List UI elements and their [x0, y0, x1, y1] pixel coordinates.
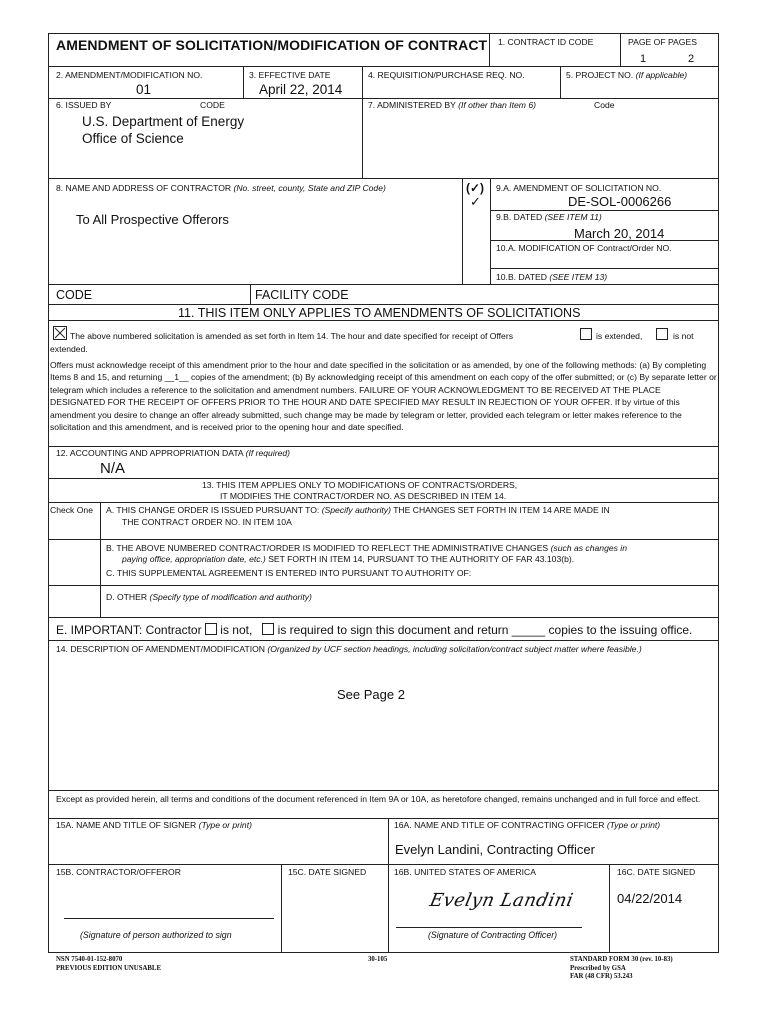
is-not-label: is not — [673, 331, 694, 341]
contracting-officer-name: Evelyn Landini, Contracting Officer — [395, 842, 595, 857]
item11-paragraph: Offers must acknowledge receipt of this amendment prior to the hour and date specified in the solicitation or as amended, by one of the following methods: (a) By completing Items 8 and 15, and returning __1__ copies of the amendment; (b) By acknowledging receipt of this amendment on each copy of the offer submitted; or (c) By separate letter or telegram which includes a reference to the solicitation and amendment numbers. FAILURE OF YOUR ACKNOWLEDGMENT TO BE RECEIVED AT THE PLACE DESIGNATED FOR THE RECEIPT OF OFFERS PRIOR TO THE HOUR AND DATE SPECIFIED MAY RESULT IN REJECTION OF YOUR OFFER. If by virtue of this amendment you desire to change an offer already submitted, such change may be made by telegram or letter, provided each telegram or letter makes reference to the solicitation and this amendment, and is received prior to the opening hour and date specified. — [50, 360, 717, 433]
is-not-extended-checkbox[interactable] — [656, 328, 668, 340]
check-column-header: (✓) — [466, 181, 485, 195]
form-title: AMENDMENT OF SOLICITATION/MODIFICATION OF CONTRACT — [56, 37, 488, 53]
dated-10b-label — [496, 273, 607, 282]
dated-9b-label — [496, 213, 602, 222]
amended-checkbox[interactable] — [53, 326, 67, 340]
label-15b: 15B. CONTRACTOR/OFFEROR — [56, 867, 181, 877]
label-15a — [56, 821, 252, 830]
important-text3: is required to sign this document and return — [277, 623, 509, 637]
label-16b: 16B. UNITED STATES OF AMERICA — [394, 867, 536, 877]
item14-label — [56, 645, 642, 654]
footer-left — [56, 956, 161, 973]
item12-text: 12. ACCOUNTING AND APPROPRIATION DATA — [56, 448, 244, 458]
mod-10a-label: 10.A. MODIFICATION OF Contract/Order NO. — [496, 243, 672, 253]
contractor-note: (No. street, county, State and ZIP Code) — [233, 183, 386, 193]
project-no-note: (If applicable) — [635, 70, 688, 80]
copies-blank: _____ — [511, 623, 546, 637]
page-number: 1 — [640, 53, 647, 65]
x-mark-icon — [54, 327, 66, 339]
page-of-pages-label: PAGE OF PAGES — [628, 37, 697, 47]
label-16a-text: 16A. NAME AND TITLE OF CONTRACTING OFFICER — [394, 820, 605, 830]
is-required-checkbox[interactable] — [262, 623, 274, 635]
item14-value: See Page 2 — [337, 687, 405, 702]
footer-right — [570, 956, 673, 982]
item13-d-text: D. OTHER — [106, 592, 148, 602]
issued-by-code-label: CODE — [200, 100, 225, 110]
amendment-9a-label: 9.A. AMENDMENT OF SOLICITATION NO. — [496, 183, 662, 193]
item13-b-note2: paying office, appropriation date, etc.) — [122, 554, 266, 564]
effective-date-label: 3. EFFECTIVE DATE — [249, 70, 331, 80]
item13-a-text2: THE CHANGES SET FORTH IN ITEM 14 ARE MADE IN — [393, 505, 610, 515]
item13-b-note1: (such as changes in — [550, 543, 627, 553]
item13-b-line2 — [122, 555, 574, 564]
label-15c: 15C. DATE SIGNED — [288, 867, 367, 877]
check-one-label: Check One — [50, 505, 93, 515]
project-no-label — [566, 71, 687, 80]
item13-title1: 13. THIS ITEM APPLIES ONLY TO MODIFICATIONS OF CONTRACTS/ORDERS, — [202, 480, 518, 490]
amendment-9a-value: DE-SOL-0006266 — [568, 194, 672, 209]
contracting-officer-signature: Evelyn Landini — [427, 890, 576, 911]
date-16c-value: 04/22/2014 — [617, 891, 683, 906]
administered-note: (If other than Item 6) — [458, 100, 536, 110]
footer-nsn: NSN 7540-01-152-8070 — [56, 956, 123, 963]
signature-caption-16: (Signature of Contracting Officer) — [428, 930, 558, 940]
item13-d — [106, 593, 312, 602]
footer-far: FAR (48 CFR) 53.243 — [570, 973, 633, 980]
item13-a-line1 — [106, 506, 610, 515]
important-row — [56, 623, 692, 637]
effective-date-value: April 22, 2014 — [259, 82, 343, 97]
important-text2: is not, — [220, 623, 253, 637]
signature-caption-15: (Signature of person authorized to sign — [80, 930, 232, 940]
code-label: CODE — [56, 288, 93, 302]
page-total: 2 — [688, 53, 695, 65]
is-extended-checkbox[interactable] — [580, 328, 592, 340]
dated-10b-note: (SEE ITEM 13) — [549, 272, 608, 282]
facility-code-label: FACILITY CODE — [255, 288, 349, 302]
item11-line1: The above numbered solicitation is amended as set forth in Item 14. The hour and date specified for receipt of Offers — [70, 331, 513, 341]
dated-9b-note: (SEE ITEM 11) — [544, 212, 602, 222]
label-15a-text: 15A. NAME AND TITLE OF SIGNER — [56, 820, 197, 830]
except-text: Except as provided herein, all terms and conditions of the document referenced in Item 9A or 10A, as heretofore changed, remains unchanged and in full force and effect. — [56, 794, 701, 804]
amendment-no-label: 2. AMENDMENT/MODIFICATION NO. — [56, 70, 203, 80]
footer-sf: STANDARD FORM 30 (rev. 10-83) — [570, 956, 673, 963]
issuer-line1: U.S. Department of Energy — [82, 114, 245, 129]
footer-prescribed: Prescribed by GSA — [570, 964, 626, 972]
item13-b-text2: SET FORTH IN ITEM 14, PURSUANT TO THE AUTHORITY OF FAR 43.103(b). — [268, 554, 575, 564]
footer-code: 30-105 — [368, 956, 388, 963]
requisition-label: 4. REQUISITION/PURCHASE REQ. NO. — [368, 70, 525, 80]
contractor-label — [56, 184, 386, 193]
extended-label: extended. — [50, 344, 88, 354]
is-not-required-checkbox[interactable] — [205, 623, 217, 635]
administered-label — [368, 101, 536, 110]
item13-a-note: (Specify authority) — [321, 505, 391, 515]
administered-text: 7. ADMINISTERED BY — [368, 100, 456, 110]
item14-note: (Organized by UCF section headings, including solicitation/contract subject matter where feasible.) — [267, 644, 642, 654]
footer-previous-edition: PREVIOUS EDITION UNUSABLE — [56, 964, 161, 972]
item13-b-line1 — [106, 544, 627, 553]
important-text1: E. IMPORTANT: Contractor — [56, 623, 202, 637]
label-16a-note: (Type or print) — [606, 820, 661, 830]
signature-line-16 — [396, 927, 582, 928]
item13-c: C. THIS SUPPLEMENTAL AGREEMENT IS ENTERED INTO PURSUANT TO AUTHORITY OF: — [106, 568, 472, 578]
amendment-checkmark: ✓ — [470, 194, 481, 209]
label-16c: 16C. DATE SIGNED — [617, 867, 696, 877]
important-text4: copies to the issuing office. — [548, 623, 693, 637]
item13-a-line2: THE CONTRACT ORDER NO. IN ITEM 10A — [122, 517, 292, 527]
label-16a — [394, 821, 660, 830]
amendment-no-value: 01 — [136, 82, 152, 97]
dated-10b-text: 10.B. DATED — [496, 272, 547, 282]
item12-label — [56, 449, 290, 458]
item13-title2: IT MODIFIES THE CONTRACT/ORDER NO. AS DESCRIBED IN ITEM 14. — [220, 491, 507, 501]
is-extended-label: is extended, — [596, 331, 643, 341]
administered-code-label: Code — [594, 100, 615, 110]
project-no-text: 5. PROJECT NO. — [566, 70, 634, 80]
issued-by-label: 6. ISSUED BY — [56, 100, 112, 110]
contractor-value: To All Prospective Offerors — [76, 212, 229, 227]
item13-d-note: (Specify type of modification and authority) — [149, 592, 312, 602]
item14-text: 14. DESCRIPTION OF AMENDMENT/MODIFICATION — [56, 644, 265, 654]
contract-id-label: 1. CONTRACT ID CODE — [498, 37, 594, 47]
dated-9b-value: March 20, 2014 — [574, 226, 665, 241]
item12-value: N/A — [100, 460, 126, 477]
label-15a-note: (Type or print) — [198, 820, 252, 830]
contractor-text: 8. NAME AND ADDRESS OF CONTRACTOR — [56, 183, 232, 193]
signature-line-15 — [64, 918, 274, 919]
item12-note: (If required) — [245, 448, 291, 458]
item13-b-text: B. THE ABOVE NUMBERED CONTRACT/ORDER IS MODIFIED TO REFLECT THE ADMINISTRATIVE CHANGES — [106, 543, 549, 553]
item11-title: 11. THIS ITEM ONLY APPLIES TO AMENDMENTS OF SOLICITATIONS — [178, 306, 581, 320]
item13-a-text: A. THIS CHANGE ORDER IS ISSUED PURSUANT TO: — [106, 505, 320, 515]
issuer-line2: Office of Science — [82, 131, 184, 146]
dated-9b-text: 9.B. DATED — [496, 212, 543, 222]
